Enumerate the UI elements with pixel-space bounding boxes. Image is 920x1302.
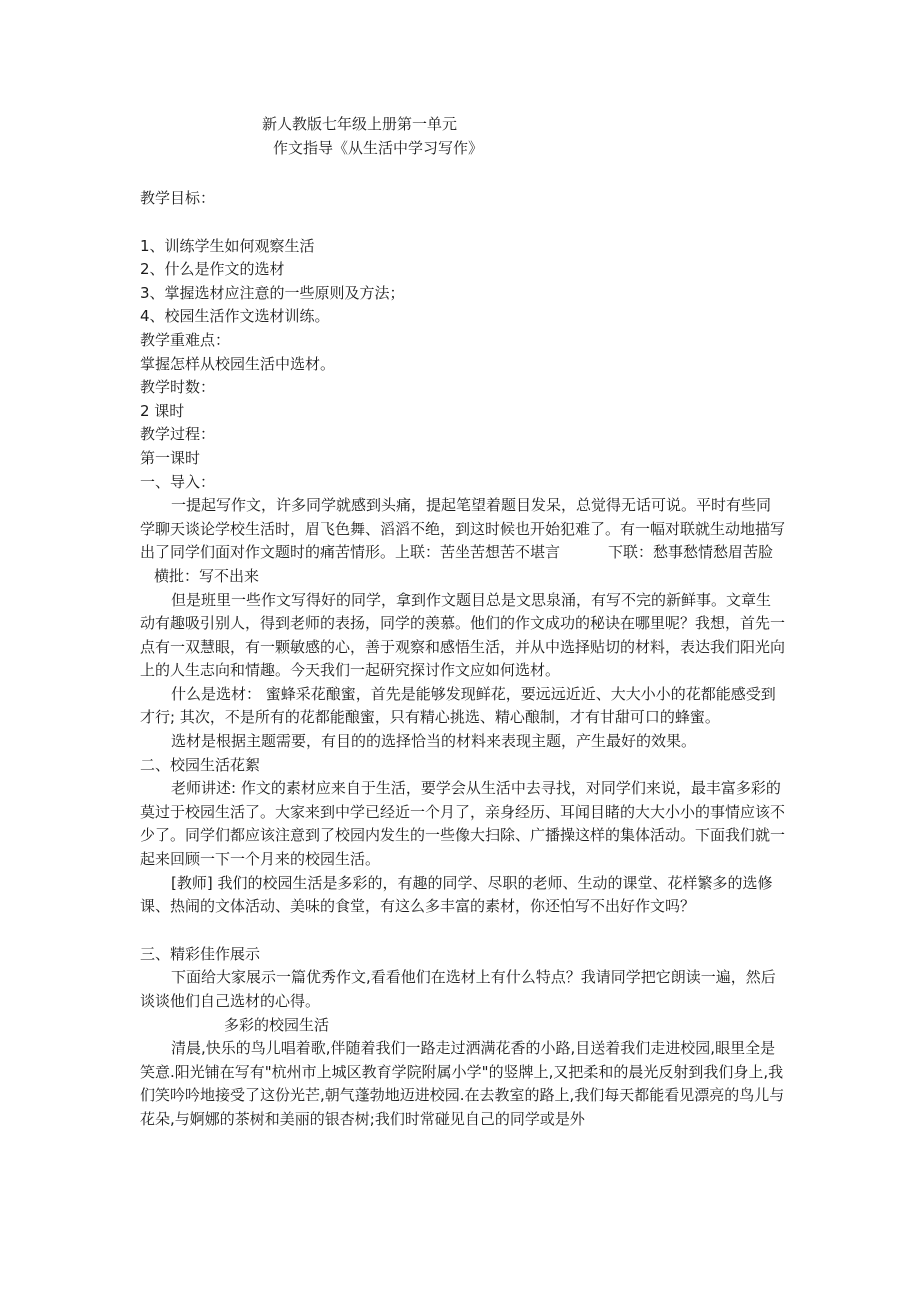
hours-text: 2 课时 (140, 401, 185, 420)
keypoints-text: 掌握怎样从校园生活中选材。 (140, 354, 336, 373)
intro-paragraph-4: 选材是根据主题需要，有目的的选择恰当的材料来表现主题，产生最好的效果。 (171, 732, 697, 751)
campus-paragraph-1: 老师讲述: 作文的素材应来自于生活，要学会从生活中去寻找，对同学们来说，最丰富多彩的莫过于校园生活了。大家来到中学已经近一个月了，亲身经历、耳闻目睹的大大小小的事情应该不少了。同学们都应该注意到了校园内发生的一些像大扫除、广播操这样的集体活动。下面我们就一起来回顾一下一个月来的校园生活。 (140, 779, 786, 869)
essay-paragraph-1: 清晨,快乐的鸟儿唱着歌,伴随着我们一路走过洒满花香的小路,目送着我们走进校园,眼里全是笑意.阳光铺在写有"杭州市上城区教育学院附属小学"的竖牌上,又把柔和的晨光反射到我们身上,我们笑吟吟地接受了这份光芒,朝气蓬勃地迈进校园.在去教室的路上,我们每天都能看见漂亮的鸟儿与花朵,与婀娜的茶树和美丽的银杏树;我们时常碰见自己的同学或是外 (140, 1039, 785, 1128)
intro-p1-text: 一提起写作文，许多同学就感到头痛，提起笔望着题目发呆，总觉得无话可说。平时有些同学聊天谈论学校生活时，眉飞色舞、滔滔不绝，到这时候也开始犯难了。有一幅对联就生动地描写出了同学们面对作文题时的痛苦情形。上联：苦坐苦想苦不堪言 (140, 496, 786, 562)
keypoints-heading: 教学重难点： (140, 330, 231, 349)
process-heading: 教学过程： (140, 425, 216, 444)
couplet-second-line: 下联：愁事愁情愁眉苦脸 (608, 543, 774, 562)
lesson1-heading: 第一课时 (140, 448, 201, 467)
intro-paragraph-2: 但是班里一些作文写得好的同学，拿到作文题目总是文思泉涌，有写不完的新鲜事。文章生动有趣吸引别人，得到老师的表扬，同学的羡慕。他们的作文成功的秘诀在哪里呢？我想，首先一点有一双慧眼，有一颗敏感的心，善于观察和感悟生活，并从中选择贴切的材料，表达我们阳光向上的人生志向和情趣。今天我们一起研究探讨作文应如何选材。 (140, 590, 786, 680)
intro-paragraph-1 (140, 494, 785, 588)
intro-paragraph-3: 什么是选材： 蜜蜂采花酿蜜，首先是能够发现鲜花，要远远近近、大大小小的花都能感受到才行; 其次，不是所有的花都能酿蜜，只有精心挑选、精心酿制，才有甘甜可口的蜂蜜。 (140, 684, 776, 727)
campus-heading: 二、校园生活花絮 (140, 755, 261, 774)
objective-item: 2、什么是作文的选材 (140, 260, 285, 279)
campus-paragraph-2: [教师] 我们的校园生活是多彩的，有趣的同学、尽职的老师、生动的课堂、花样繁多的选修课、热闹的文体活动、美味的食堂，有这么多丰富的素材，你还怕写不出好作文吗？ (140, 873, 773, 916)
doc-title-line1: 新人教版七年级上册第一单元 (262, 115, 458, 133)
objective-item: 1、训练学生如何观察生活 (140, 236, 315, 255)
intro-heading: 一、导入： (140, 472, 216, 491)
showcase-heading: 三、精彩佳作展示 (140, 944, 261, 963)
essay-title: 多彩的校园生活 (224, 1015, 330, 1034)
showcase-paragraph-1: 下面给大家展示一篇优秀作文,看看他们在选材上有什么特点？我请同学把它朗读一遍，然后谈谈他们自己选材的心得。 (140, 968, 776, 1010)
doc-title-line2: 作文指导《从生活中学习写作》 (273, 139, 484, 157)
objective-item: 4、校园生活作文选材训练。 (140, 307, 330, 326)
document-body (140, 187, 785, 1132)
objectives-heading: 教学目标： (140, 189, 216, 207)
couplet-banner: 横批：写不出来 (154, 566, 260, 585)
hours-heading: 教学时数： (140, 378, 216, 397)
objective-item: 3、掌握选材应注意的一些原则及方法； (140, 283, 405, 302)
